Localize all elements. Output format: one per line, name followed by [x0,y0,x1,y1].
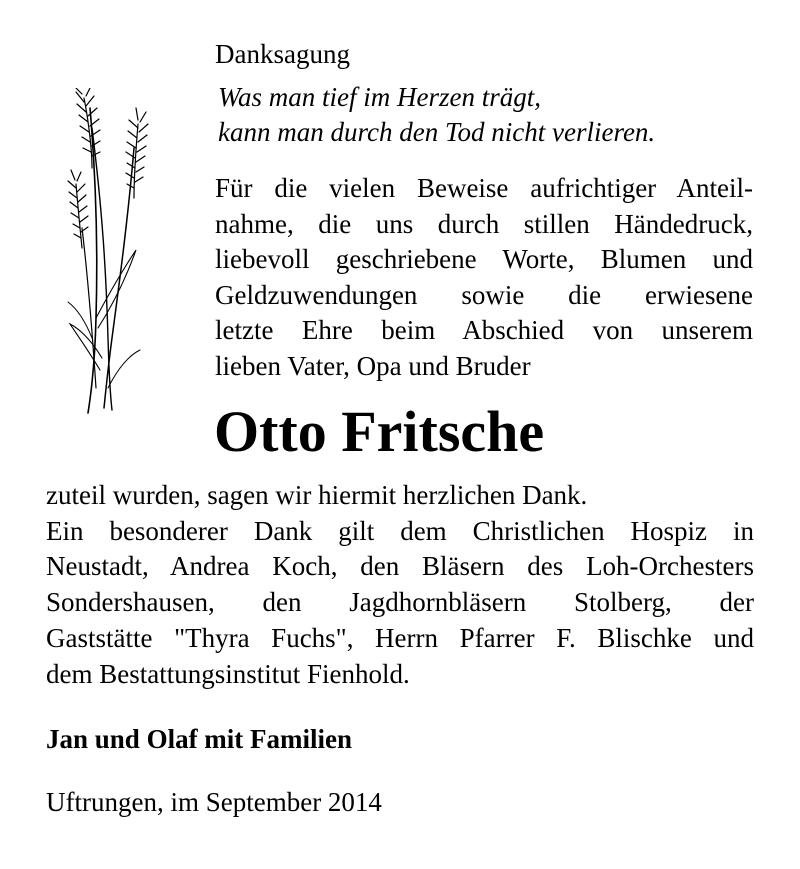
intro-line: nahme, die uns durch stillen Händedruck, [215,208,753,239]
intro-line: letzte Ehre beim Abschied von unserem [215,315,753,346]
intro-paragraph [215,171,753,385]
thanks-line: dem Bestattungsinstitut Fienhold. [46,658,410,689]
place-date: Uftrungen, im September 2014 [46,787,382,817]
wheat-ears-icon [62,88,168,418]
motto-line: Was man tief im Herzen trägt, [218,82,541,112]
deceased-name: Otto Fritsche [214,399,545,464]
notice-heading: Danksagung [215,39,350,69]
signature: Jan und Olaf mit Familien [46,724,353,754]
intro-line: liebevoll geschriebene Worte, Blumen und [215,244,753,275]
thanks-line: Sondershausen, den Jagdhornbläsern Stolberg, der [46,587,754,618]
thanks-line: zuteil wurden, sagen wir hiermit herzlichen Dank. [46,480,588,510]
motto-line: kann man durch den Tod nicht verlieren. [218,117,656,147]
thanks-line: Gaststätte "Thyra Fuchs", Herrn Pfarrer F. Blischke und [46,622,754,653]
thanks-line: Neustadt, Andrea Koch, den Bläsern des Loh-Orchesters [46,551,754,582]
thanks-paragraph [46,478,754,692]
thanks-line: Ein besonderer Dank gilt dem Christlichen Hospiz in [46,515,754,546]
intro-line: Für die vielen Beweise aufrichtiger Anteil- [215,173,753,203]
intro-line: Geldzuwendungen sowie die erwiesene [215,279,753,310]
motto-quote [218,80,655,150]
intro-line: lieben Vater, Opa und Bruder [215,350,531,381]
